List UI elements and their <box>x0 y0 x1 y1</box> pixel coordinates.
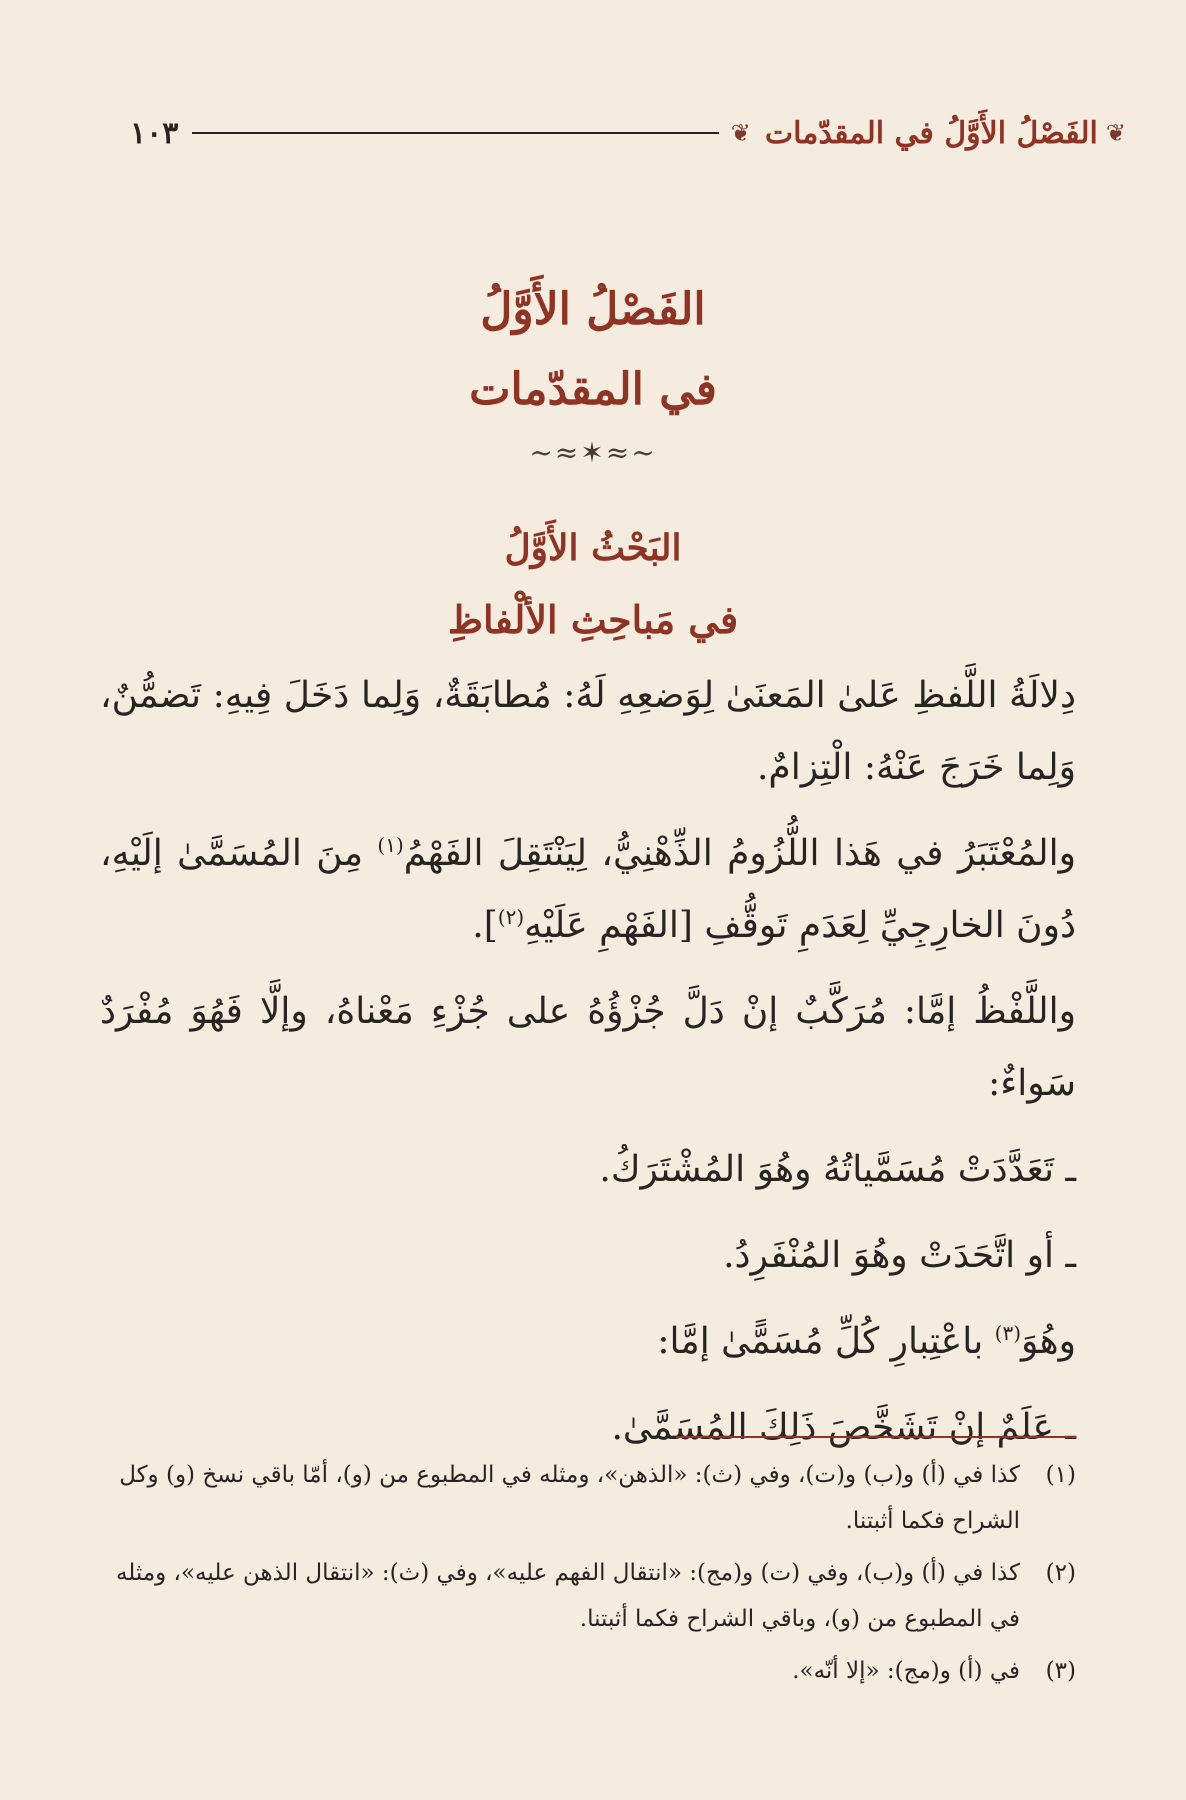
footnotes <box>100 1452 1076 1700</box>
section-title-line1: البَحْثُ الأَوَّلُ <box>504 527 682 569</box>
footnote-number: (٢) <box>1045 1560 1076 1586</box>
ornament-icon: ❦ <box>730 119 751 147</box>
paragraph <box>100 1306 1076 1378</box>
header-rule <box>192 132 718 134</box>
footnote-ref[interactable]: (٢) <box>497 905 525 929</box>
footnote-ref[interactable]: (١) <box>377 833 404 857</box>
footnote-text: في (أ) و(مج): «إلا أنّه». <box>792 1658 1020 1684</box>
footnote-ref[interactable]: (٣) <box>994 1321 1022 1345</box>
footnote-text: كذا في (أ) و(ب) و(ت)، وفي (ث): «الذهن»، ومثله في المطبوع من (و)، أمّا باقي نسخ (و) وكل الشراح فكما أثبتنا. <box>119 1462 1020 1534</box>
footnote-number: (٣) <box>1045 1658 1076 1684</box>
page-number: ١٠٣ <box>130 115 179 151</box>
paragraph: واللَّفْظُ إمَّا: مُرَكَّبٌ إنْ دَلَّ جُزْؤُهُ على جُزْءِ مَعْناهُ، وإلَّا فَهُوَ مُفْرَدٌ سَواءٌ: <box>100 991 1076 1104</box>
footnote <box>100 1452 1076 1544</box>
main-text <box>100 660 1076 1478</box>
paragraph <box>100 818 1076 962</box>
ornament-icon: ❦ <box>1105 119 1126 147</box>
section-title <box>0 512 1186 656</box>
footnote-number: (١) <box>1045 1462 1076 1488</box>
ornament-divider-icon: ~≈✶≈~ <box>529 436 657 469</box>
paragraph: دِلالَةُ اللَّفظِ عَلىٰ المَعنَىٰ لِوَضعِهِ لَهُ: مُطابَقَةٌ، وَلِما دَخَلَ فِيهِ: تَضمُّنٌ، وَلِما خَرَجَ عَنْهُ: الْتِزامٌ. <box>100 675 1076 788</box>
paragraph-text: والمُعْتَبَرُ في هَذا اللُّزُومُ الذِّهْنِيُّ، لِيَنْتَقِلَ الفَهْمُ <box>403 833 1076 874</box>
section-title-line2: في مَباحِثِ الألْفاظِ <box>447 597 739 642</box>
running-header <box>130 108 1126 158</box>
footnote <box>100 1550 1076 1642</box>
footnote <box>100 1648 1076 1694</box>
footnote-rule <box>676 1436 1076 1438</box>
paragraph-text: وهُوَ <box>1021 1321 1076 1362</box>
paragraph-text: ]. <box>472 905 498 946</box>
chapter-title <box>0 270 1186 430</box>
list-item: ـ تَعَدَّدَتْ مُسَمَّياتُهُ وهُوَ المُشْتَرَكُ. <box>599 1149 1076 1190</box>
chapter-title-line2: في المقدّمات <box>469 364 717 415</box>
running-title: الفَصْلُ الأَوَّلُ في المقدّمات <box>764 115 1098 151</box>
footnote-text: كذا في (أ) و(ب)، وفي (ت) و(مج): «انتقال الفهم عليه»، وفي (ث): «انتقال الذهن عليه»، ومثله في المطبوع من (و)، وباقي الشراح فكما أثبتنا. <box>115 1560 1020 1632</box>
chapter-title-line1: الفَصْلُ الأَوَّلُ <box>480 284 706 335</box>
paragraph-text: باعْتِبارِ كُلِّ مُسَمًّىٰ إمَّا: <box>657 1321 995 1362</box>
paragraph-text: مِنَ المُسَمَّىٰ إلَيْهِ، دُونَ الخارِجِيِّ لِعَدَمِ تَوقُّفِ [الفَهْمِ عَلَيْهِ <box>100 833 1076 946</box>
list-item: ـ عَلَمٌ إنْ تَشَخَّصَ ذَلِكَ المُسَمَّىٰ. <box>611 1407 1076 1448</box>
list-item: ـ أو اتَّحَدَتْ وهُوَ المُنْفَرِدُ. <box>723 1235 1076 1276</box>
